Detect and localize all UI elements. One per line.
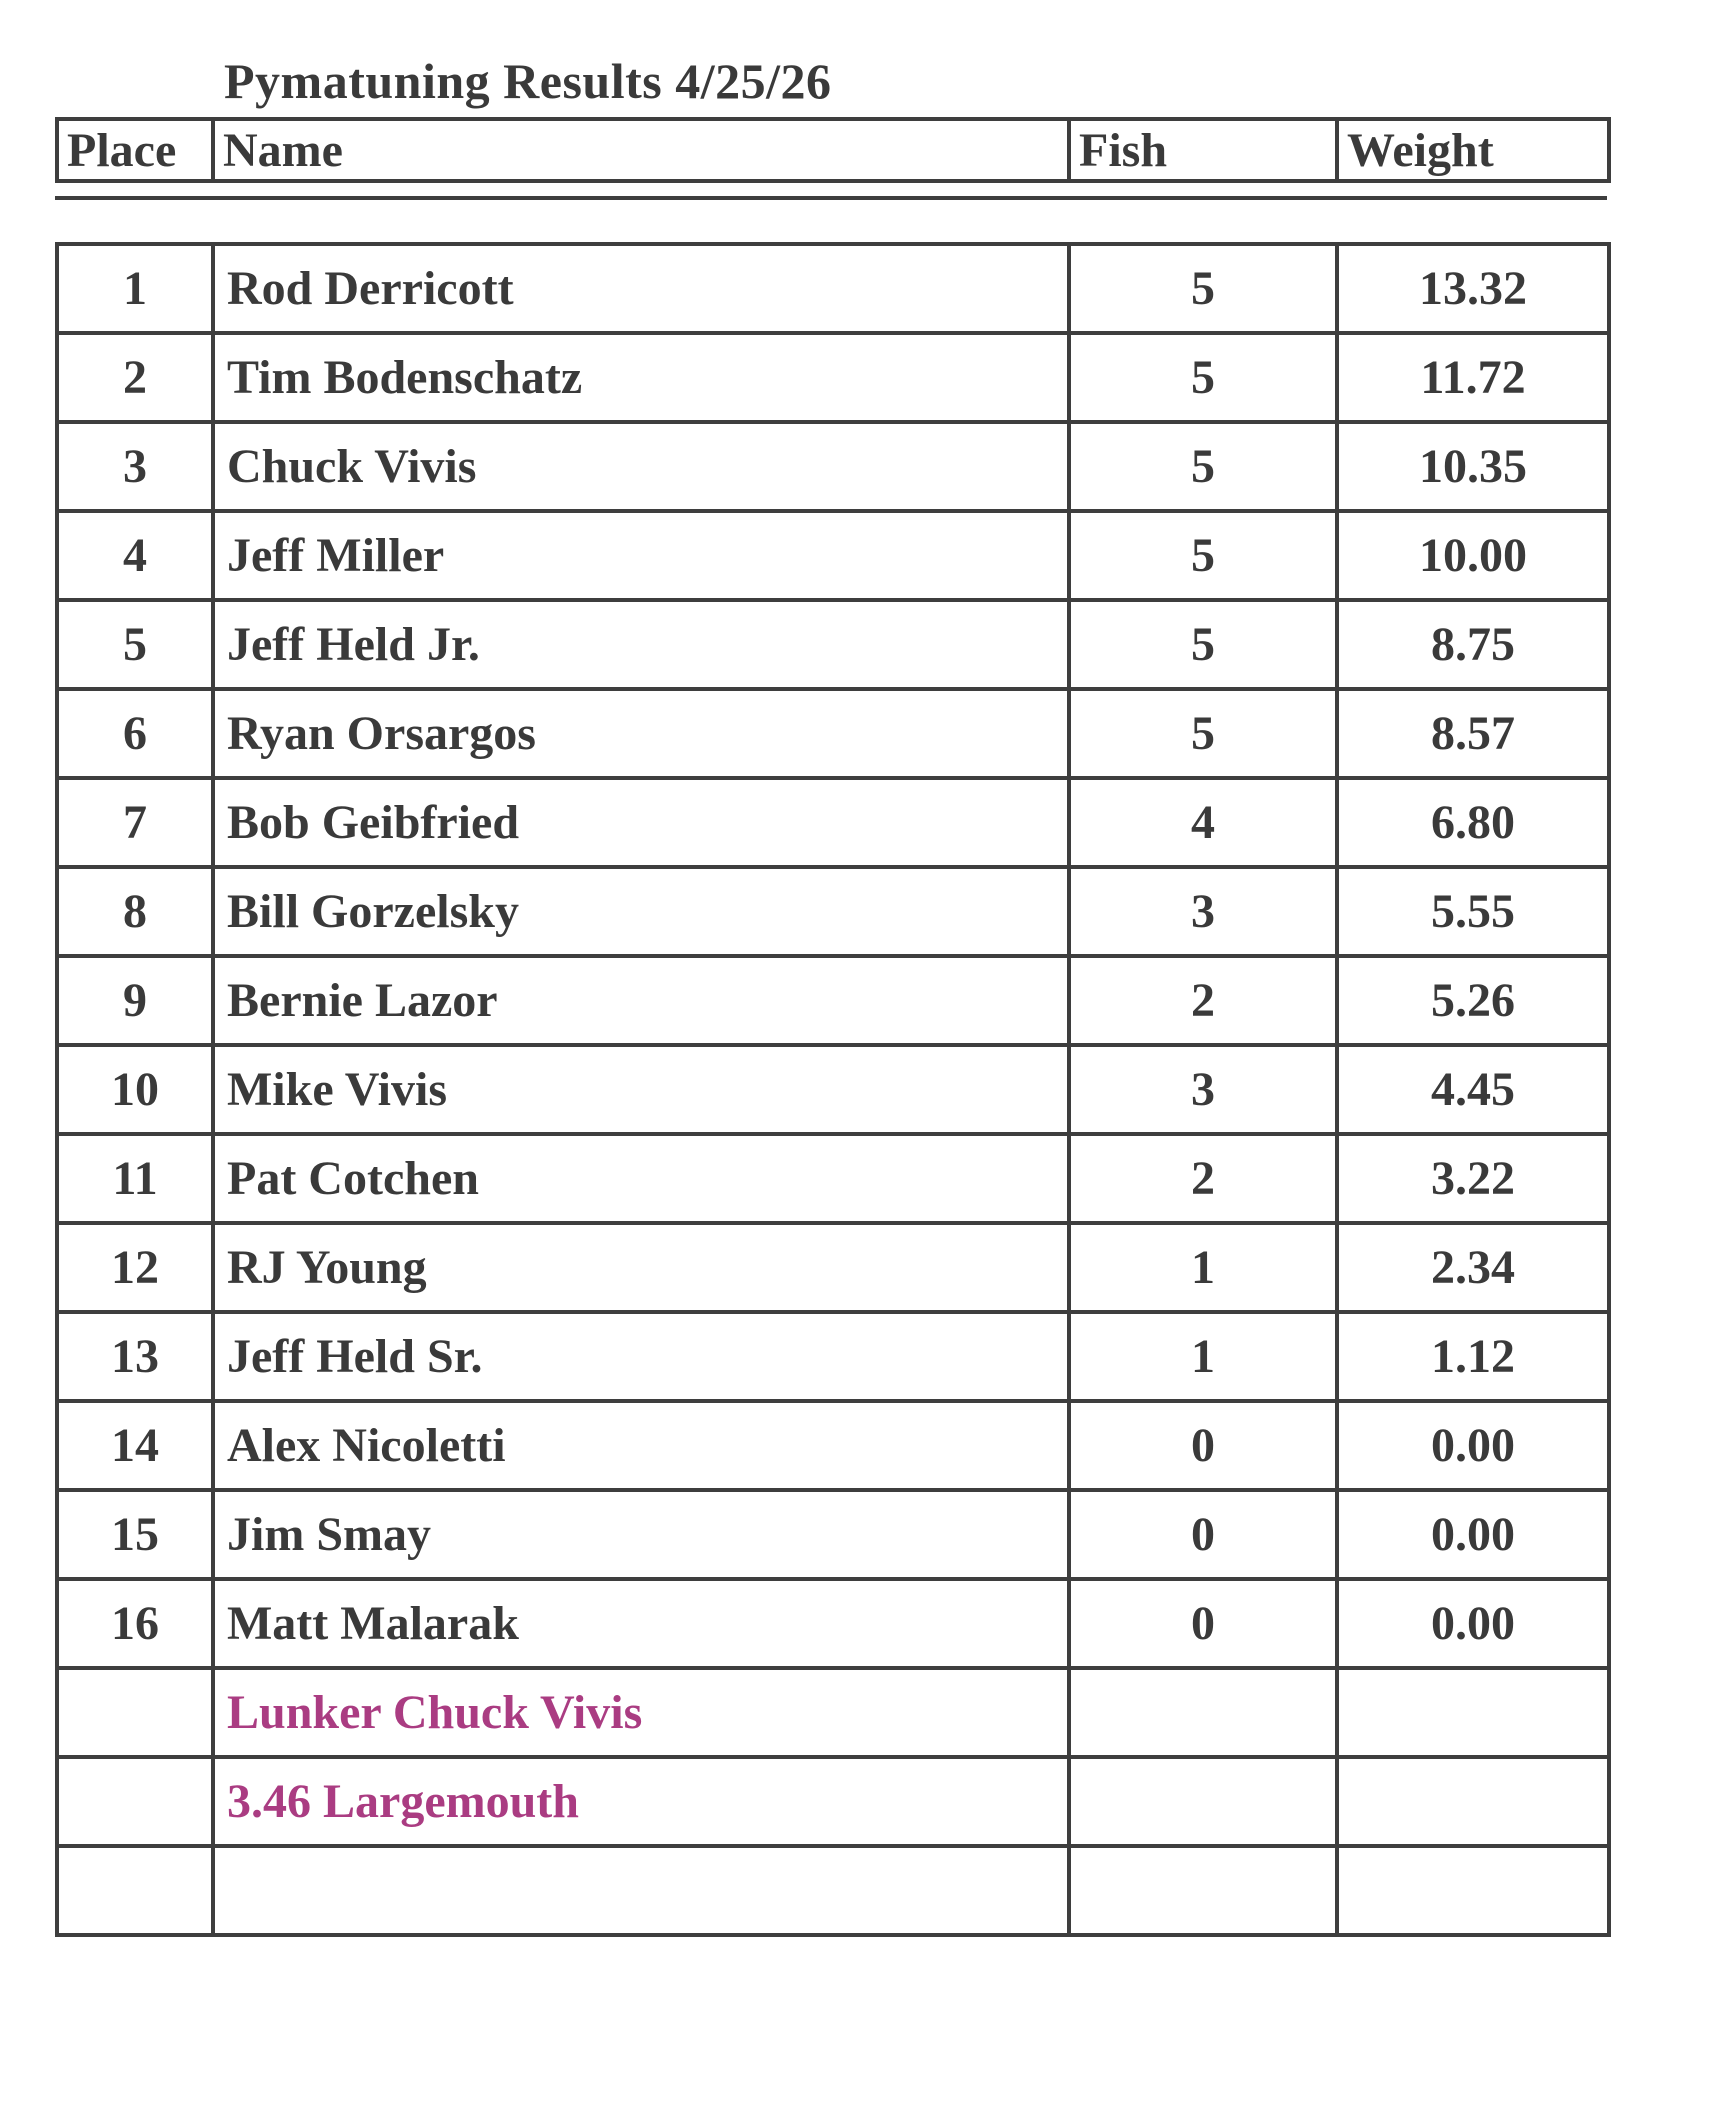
fish-cell: 2 <box>1069 1134 1337 1223</box>
fish-cell: 0 <box>1069 1401 1337 1490</box>
name-cell: Jeff Held Jr. <box>213 600 1069 689</box>
results-table <box>55 242 1611 1937</box>
fish-cell <box>1069 1846 1337 1935</box>
table-row <box>57 244 1609 333</box>
lunker-row <box>57 1668 1609 1757</box>
weight-cell: 5.55 <box>1337 867 1609 956</box>
fish-cell: 5 <box>1069 333 1337 422</box>
place-cell <box>57 1757 213 1846</box>
fish-cell: 3 <box>1069 867 1337 956</box>
weight-cell: 10.35 <box>1337 422 1609 511</box>
name-cell: Chuck Vivis <box>213 422 1069 511</box>
fish-cell: 3 <box>1069 1045 1337 1134</box>
fish-cell: 5 <box>1069 600 1337 689</box>
weight-cell: 6.80 <box>1337 778 1609 867</box>
table-row <box>57 511 1609 600</box>
name-cell: Jeff Held Sr. <box>213 1312 1069 1401</box>
place-cell: 5 <box>57 600 213 689</box>
header-weight: Weight <box>1337 119 1609 181</box>
empty-row <box>57 1846 1609 1935</box>
lunker-weight-label: 3.46 Largemouth <box>213 1757 1069 1846</box>
table-row <box>57 956 1609 1045</box>
table-row <box>57 689 1609 778</box>
place-cell: 10 <box>57 1045 213 1134</box>
fish-cell: 4 <box>1069 778 1337 867</box>
place-cell: 1 <box>57 244 213 333</box>
table-row <box>57 333 1609 422</box>
weight-cell <box>1337 1846 1609 1935</box>
table-row <box>57 1579 1609 1668</box>
header-fish: Fish <box>1069 119 1337 181</box>
fish-cell: 5 <box>1069 244 1337 333</box>
weight-cell: 8.57 <box>1337 689 1609 778</box>
place-cell: 15 <box>57 1490 213 1579</box>
name-cell: Pat Cotchen <box>213 1134 1069 1223</box>
lunker-label: Lunker Chuck Vivis <box>213 1668 1069 1757</box>
weight-cell: 13.32 <box>1337 244 1609 333</box>
table-row <box>57 1045 1609 1134</box>
header-underline <box>55 196 1607 200</box>
weight-cell <box>1337 1668 1609 1757</box>
weight-cell: 10.00 <box>1337 511 1609 600</box>
weight-cell: 1.12 <box>1337 1312 1609 1401</box>
place-cell: 3 <box>57 422 213 511</box>
name-cell: Ryan Orsargos <box>213 689 1069 778</box>
name-cell: Jeff Miller <box>213 511 1069 600</box>
fish-cell <box>1069 1757 1337 1846</box>
weight-cell: 3.22 <box>1337 1134 1609 1223</box>
results-header-table <box>55 117 1611 183</box>
name-cell: Tim Bodenschatz <box>213 333 1069 422</box>
place-cell: 14 <box>57 1401 213 1490</box>
weight-cell: 0.00 <box>1337 1401 1609 1490</box>
place-cell: 9 <box>57 956 213 1045</box>
place-cell: 4 <box>57 511 213 600</box>
table-row <box>57 1223 1609 1312</box>
name-cell: RJ Young <box>213 1223 1069 1312</box>
weight-cell: 5.26 <box>1337 956 1609 1045</box>
page-title: Pymatuning Results 4/25/26 <box>224 53 832 109</box>
name-cell: Mike Vivis <box>213 1045 1069 1134</box>
table-row <box>57 1312 1609 1401</box>
fish-cell: 5 <box>1069 689 1337 778</box>
name-cell: Bob Geibfried <box>213 778 1069 867</box>
header-place: Place <box>57 119 213 181</box>
place-cell <box>57 1846 213 1935</box>
place-cell <box>57 1668 213 1757</box>
weight-cell <box>1337 1757 1609 1846</box>
weight-cell: 0.00 <box>1337 1579 1609 1668</box>
table-row <box>57 1490 1609 1579</box>
header-name: Name <box>213 119 1069 181</box>
fish-cell: 5 <box>1069 422 1337 511</box>
place-cell: 8 <box>57 867 213 956</box>
place-cell: 13 <box>57 1312 213 1401</box>
fish-cell: 0 <box>1069 1490 1337 1579</box>
place-cell: 11 <box>57 1134 213 1223</box>
place-cell: 6 <box>57 689 213 778</box>
weight-cell: 0.00 <box>1337 1490 1609 1579</box>
name-cell: Jim Smay <box>213 1490 1069 1579</box>
fish-cell: 5 <box>1069 511 1337 600</box>
table-row <box>57 422 1609 511</box>
place-cell: 7 <box>57 778 213 867</box>
name-cell: Bernie Lazor <box>213 956 1069 1045</box>
table-row <box>57 1134 1609 1223</box>
name-cell <box>213 1846 1069 1935</box>
table-row <box>57 778 1609 867</box>
lunker-weight-row <box>57 1757 1609 1846</box>
name-cell: Rod Derricott <box>213 244 1069 333</box>
table-row <box>57 1401 1609 1490</box>
name-cell: Alex Nicoletti <box>213 1401 1069 1490</box>
fish-cell <box>1069 1668 1337 1757</box>
weight-cell: 4.45 <box>1337 1045 1609 1134</box>
weight-cell: 11.72 <box>1337 333 1609 422</box>
name-cell: Bill Gorzelsky <box>213 867 1069 956</box>
weight-cell: 2.34 <box>1337 1223 1609 1312</box>
table-row <box>57 600 1609 689</box>
name-cell: Matt Malarak <box>213 1579 1069 1668</box>
place-cell: 2 <box>57 333 213 422</box>
fish-cell: 2 <box>1069 956 1337 1045</box>
place-cell: 16 <box>57 1579 213 1668</box>
fish-cell: 0 <box>1069 1579 1337 1668</box>
place-cell: 12 <box>57 1223 213 1312</box>
fish-cell: 1 <box>1069 1223 1337 1312</box>
weight-cell: 8.75 <box>1337 600 1609 689</box>
fish-cell: 1 <box>1069 1312 1337 1401</box>
header-row <box>57 119 1609 181</box>
table-row <box>57 867 1609 956</box>
